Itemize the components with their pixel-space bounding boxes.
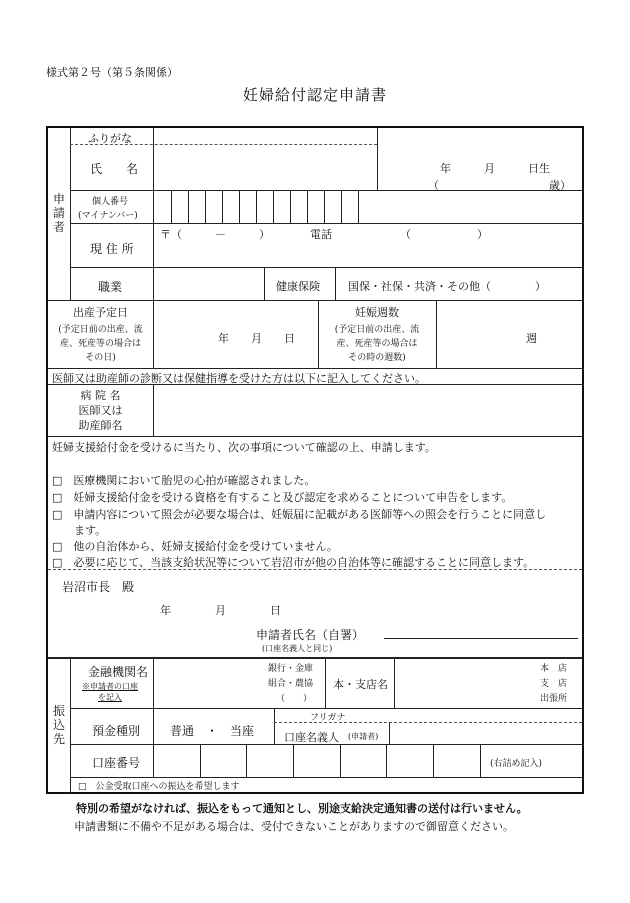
- due-note-1: (予定日前の出産、流: [58, 325, 143, 335]
- doctor-instruction: 医師又は助産師の診断又は保健指導を受けた方は以下に記入してください。: [52, 372, 426, 385]
- weeks-note-3: その時の週数): [348, 353, 406, 363]
- branch-label: 本・支店名: [333, 678, 388, 691]
- weeks-note-2: 産、死産等の場合は: [336, 339, 418, 349]
- midwife-label: 助産師名: [78, 419, 123, 432]
- insurance-options: 国保・社保・共済・その他（ ）: [348, 280, 546, 293]
- footer-note: 申請書類に不備や不足がある場合は、受付できないことがありますので御留意ください。: [74, 820, 514, 833]
- branch-type-1: 本 店: [540, 664, 568, 674]
- mynumber-sub-label: (マイナンバー): [78, 211, 138, 221]
- application-form: [46, 126, 584, 794]
- kana-label: フリガナ: [310, 713, 346, 723]
- confirm-item-3-cont: ます。: [52, 524, 107, 537]
- account-holder-note: (申請者): [348, 732, 379, 741]
- bank-type-2: 組合・農協: [268, 679, 314, 689]
- insurance-label: 健康保険: [276, 280, 320, 293]
- age: （ 歳）: [428, 179, 571, 192]
- due-date-value: 年 月 日: [218, 332, 295, 345]
- bank-note-1: ※申請者の口座: [82, 682, 138, 691]
- public-account-checkbox[interactable]: □ 公金受取口座への振込を希望します: [78, 782, 240, 792]
- transfer-side-label: 振 込 先: [52, 704, 65, 746]
- occupation-label: 職業: [98, 280, 123, 294]
- right-align-note: (右詰め記入): [490, 759, 543, 769]
- name-label: 氏 名: [90, 162, 139, 176]
- footer-note-bold: 特別の希望がなければ、振込をもって通知とし、別途支給決定通知書の送付は行いません。: [76, 802, 528, 815]
- bank-label: 金融機関名: [88, 665, 149, 679]
- account-holder-label: 口座名義人: [284, 731, 339, 744]
- account-number-label: 口座番号: [92, 756, 141, 770]
- application-date: 年 月 日: [160, 604, 281, 617]
- mynumber-label: 個人番号: [92, 197, 129, 207]
- signature-note: (口座名義人と同じ): [262, 644, 333, 653]
- bank-type-1: 銀行・金庫: [268, 664, 314, 674]
- signature-line[interactable]: [384, 638, 578, 639]
- confirm-item-2[interactable]: □ 妊婦支援給付金を受ける資格を有すること及び認定を求めることについて申告をします。: [52, 491, 513, 504]
- hospital-label: 病 院 名: [80, 389, 121, 402]
- weeks-unit: 週: [526, 332, 537, 345]
- weeks-note-1: (予定日前の出産、流: [334, 325, 420, 335]
- form-number-label: 様式第２号（第５条関係）: [46, 66, 178, 79]
- phone-label: 電話: [310, 228, 332, 241]
- applicant-side-label: 申 請 者: [52, 192, 65, 234]
- weeks-label: 妊娠週数: [355, 306, 399, 319]
- deposit-type-options[interactable]: 普通 ・ 当座: [170, 724, 255, 738]
- bank-type-3: （ ）: [276, 694, 313, 704]
- confirm-item-3[interactable]: □ 申請内容について照会が必要な場合は、妊娠届に記載がある医師等への照会を行うことに同意し: [52, 508, 547, 521]
- due-date-label: 出産予定日: [73, 306, 128, 319]
- confirm-item-4[interactable]: □ 他の自治体から、妊婦支援給付金を受けていません。: [52, 540, 339, 553]
- confirm-item-1[interactable]: □ 医療機関において胎児の心拍が確認されました。: [52, 474, 316, 487]
- confirm-item-5[interactable]: □ 必要に応じて、当該支給状況等について岩沼市が他の自治体等に確認することに同意します。: [52, 556, 535, 569]
- deposit-type-label: 預金種別: [92, 724, 141, 738]
- due-note-2: 産、死産等の場合は: [59, 339, 141, 349]
- form-title: 妊婦給付認定申請書: [242, 86, 387, 104]
- due-note-3: その日): [85, 353, 116, 363]
- postal-code: 〒（ － ）: [160, 228, 270, 241]
- branch-type-3: 出張所: [540, 694, 568, 704]
- doctor-label: 医師又は: [78, 404, 123, 417]
- bank-note-2: を記入: [98, 693, 122, 702]
- mayor-addressee: 岩沼市長 殿: [62, 580, 135, 594]
- phone-number: （ ）: [400, 228, 488, 241]
- branch-type-2: 支 店: [540, 679, 568, 689]
- signature-label: 申請者氏名（自署）: [256, 628, 365, 642]
- furigana-label: ふりがな: [88, 132, 132, 145]
- birth-date: 年 月 日生: [440, 162, 550, 175]
- confirm-intro: 妊婦支援給付金を受けるに当たり、次の事項について確認の上、申請します。: [52, 441, 436, 454]
- address-label: 現 住 所: [90, 242, 134, 256]
